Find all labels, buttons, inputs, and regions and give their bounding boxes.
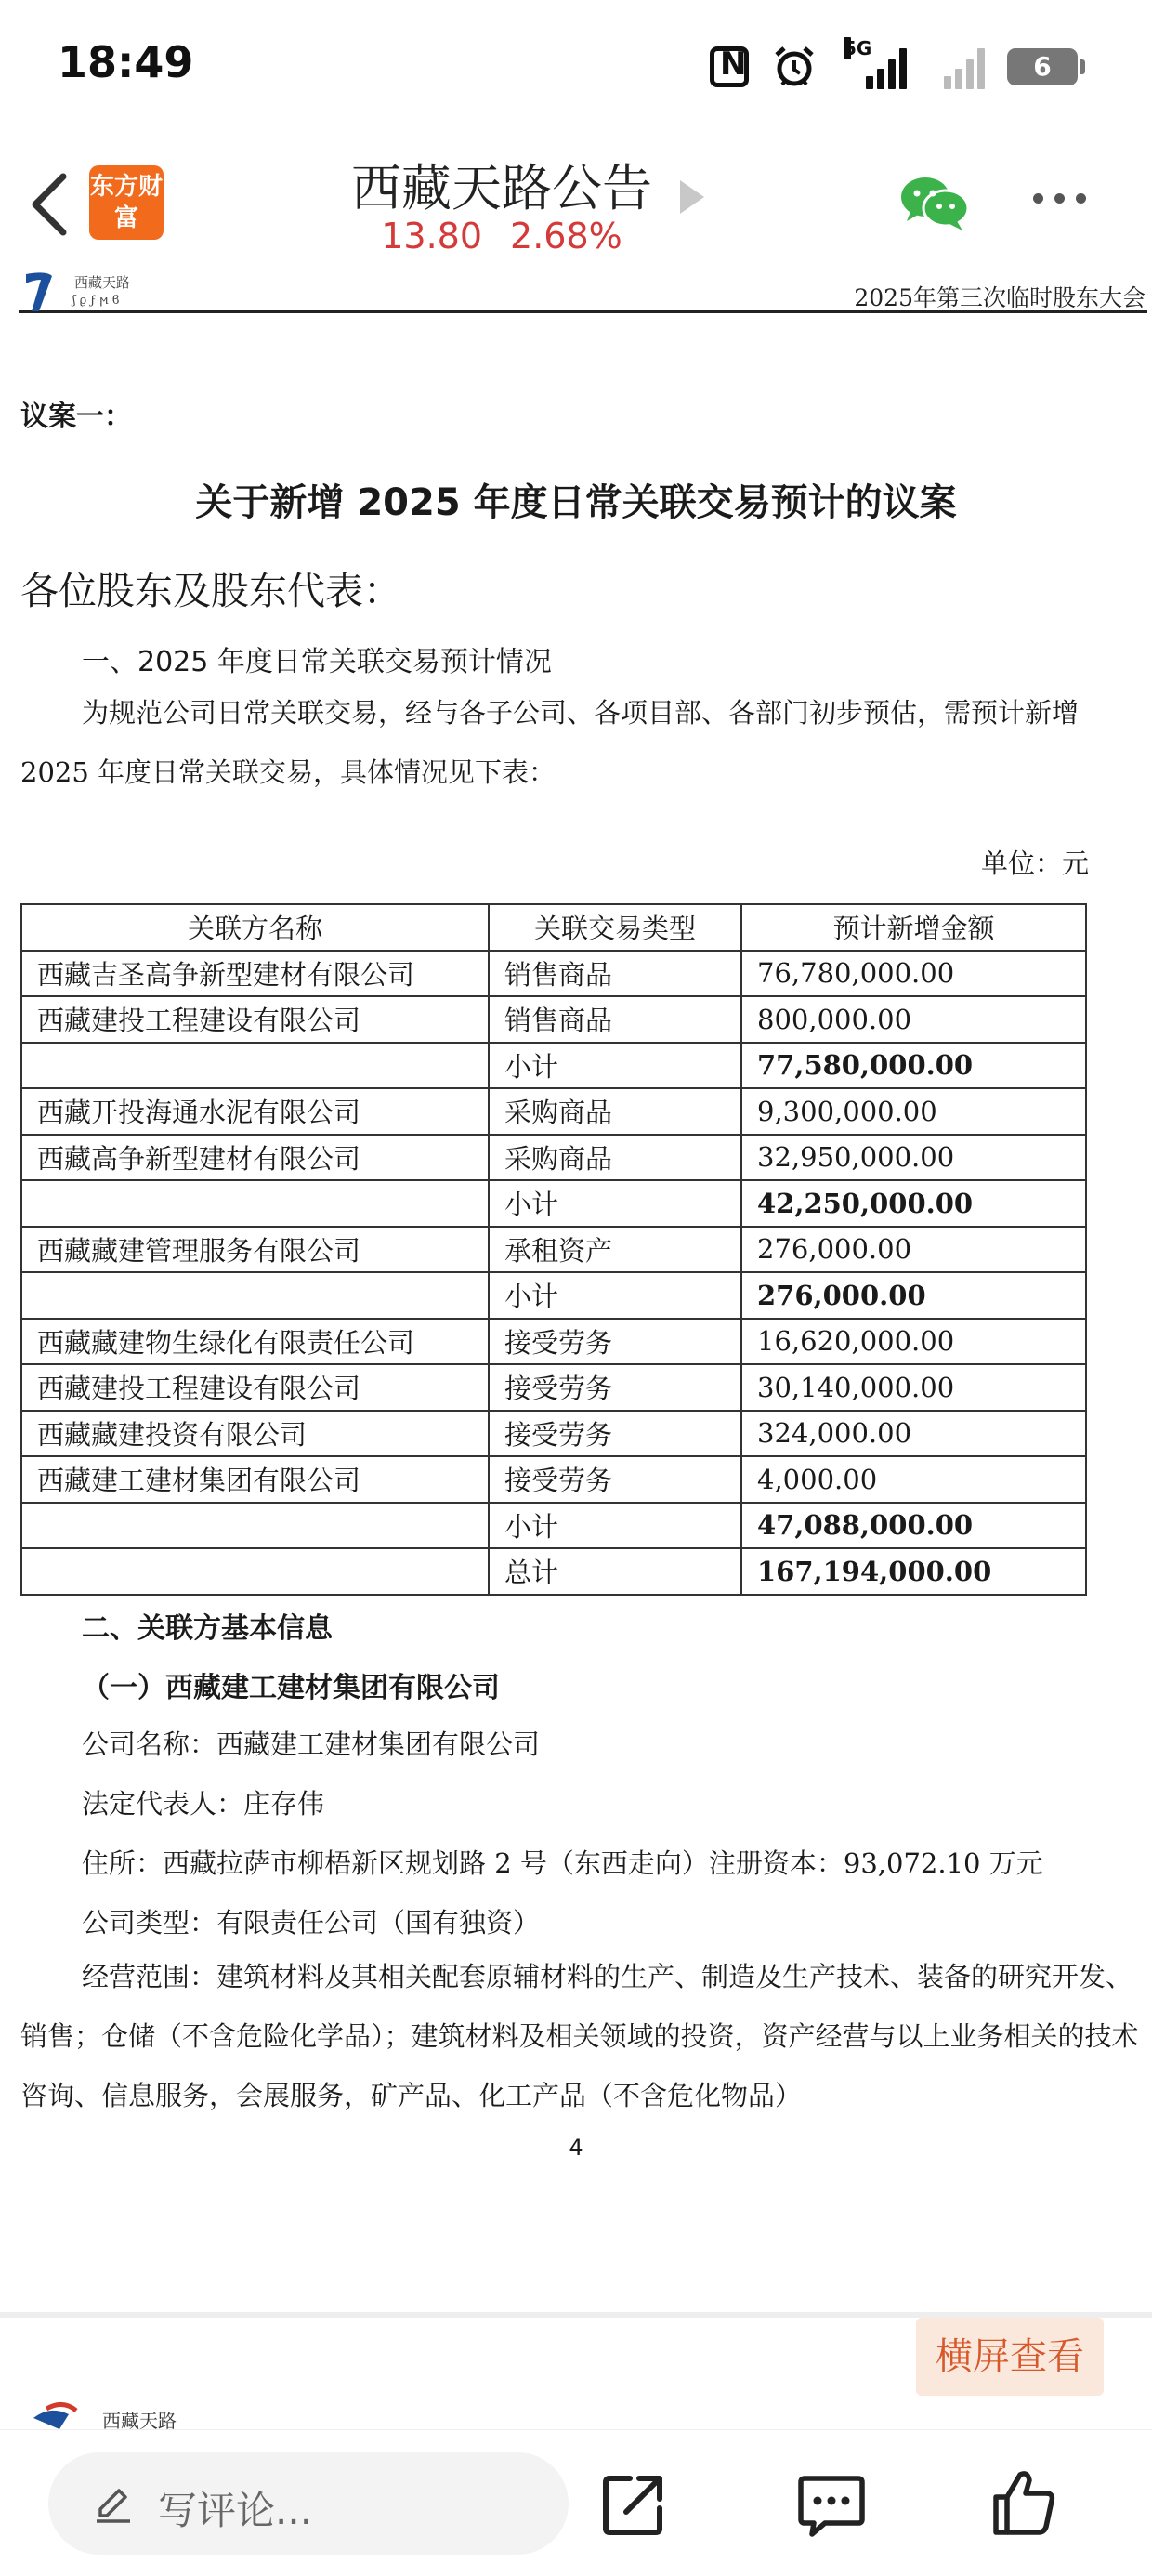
table-header-row — [21, 904, 1086, 951]
status-bar — [0, 0, 1152, 139]
table-row — [21, 1503, 1086, 1549]
motion-label: 议案一： — [20, 401, 132, 433]
eastmoney-logo: 东方财富 — [89, 165, 164, 240]
document-title: 关于新增 2025 年度日常关联交易预计的议案 — [195, 481, 957, 524]
amount-cell: 276,000.00 — [741, 1227, 1086, 1273]
status-time: 18:49 — [58, 37, 194, 87]
company-type: 公司类型：有限责任公司（国有独资） — [82, 1907, 541, 1939]
svg-text:西藏天路: 西藏天路 — [102, 2410, 177, 2429]
app-header — [0, 139, 1152, 274]
network-type: 5G — [844, 37, 872, 59]
pen-icon — [93, 2484, 134, 2525]
column-header: 关联方名称 — [21, 904, 489, 951]
related-party-cell — [21, 1503, 489, 1549]
tibet-tianlu-logo-icon — [19, 270, 204, 311]
comment-input[interactable] — [48, 2452, 569, 2555]
svg-text:西藏天路: 西藏天路 — [74, 274, 131, 291]
like-icon[interactable] — [990, 2467, 1057, 2538]
amount-cell: 324,000.00 — [741, 1411, 1086, 1457]
table-row — [21, 1135, 1086, 1181]
page-number: 4 — [569, 2135, 583, 2161]
related-party-cell: 西藏高争新型建材有限公司 — [21, 1135, 489, 1181]
landscape-view-button[interactable]: 横屏查看 — [916, 2318, 1104, 2396]
transaction-type-cell: 采购商品 — [489, 1135, 741, 1181]
table-row — [21, 1227, 1086, 1273]
table-row — [21, 1088, 1086, 1135]
table-row — [21, 1272, 1086, 1319]
amount-cell: 800,000.00 — [741, 996, 1086, 1043]
column-header: 关联交易类型 — [489, 904, 741, 951]
section-heading-2: 二、关联方基本信息 — [82, 1612, 333, 1645]
transaction-type-cell: 承租资产 — [489, 1227, 741, 1273]
amount-cell: 30,140,000.00 — [741, 1364, 1086, 1411]
amount-cell: 42,250,000.00 — [741, 1180, 1086, 1227]
table-row — [21, 1411, 1086, 1457]
transaction-type-cell: 采购商品 — [489, 1088, 741, 1135]
unit-label: 单位：元 — [980, 848, 1089, 879]
transaction-type-cell: 接受劳务 — [489, 1456, 741, 1503]
transaction-type-cell: 小计 — [489, 1180, 741, 1227]
table-row — [21, 1043, 1086, 1089]
stock-quote — [0, 216, 1003, 256]
signal-icon — [929, 45, 985, 89]
wechat-icon[interactable] — [897, 173, 972, 232]
amount-cell: 276,000.00 — [741, 1272, 1086, 1319]
comment-placeholder: 写评论... — [158, 2488, 313, 2533]
business-scope: 经营范围：建筑材料及其相关配套原辅材料的生产、制造及生产技术、装备的研究开发、销售；仓储（不含危险化学品）；建筑材料及相关领域的投资，资产经营与以上业务相关的技术咨询、信息服务，会展服务，矿产品、化工产品（不含危化物品） — [20, 1961, 1139, 2111]
stock-price: 13.80 — [381, 216, 483, 256]
amount-cell: 47,088,000.00 — [741, 1503, 1086, 1549]
intro-paragraph: 为规范公司日常关联交易，经与各子公司、各项目部、各部门初步预估，需预计新增 2025 年度日常关联交易，具体情况见下表： — [20, 697, 1080, 788]
status-icons — [687, 39, 1078, 95]
table-row — [21, 996, 1086, 1043]
amount-cell: 32,950,000.00 — [741, 1135, 1086, 1181]
amount-cell: 4,000.00 — [741, 1456, 1086, 1503]
company-name: 公司名称：西藏建工建材集团有限公司 — [82, 1728, 541, 1760]
amount-cell: 167,194,000.00 — [741, 1548, 1086, 1595]
related-party-cell: 西藏吉圣高争新型建材有限公司 — [21, 951, 489, 997]
next-page-logo-icon — [32, 2401, 217, 2429]
related-party-cell: 西藏藏建物生绿化有限责任公司 — [21, 1319, 489, 1365]
play-icon[interactable] — [680, 180, 704, 214]
related-party-cell — [21, 1180, 489, 1227]
transaction-type-cell: 销售商品 — [489, 996, 741, 1043]
greeting: 各位股东及股东代表： — [20, 569, 401, 613]
company-address: 住所：西藏拉萨市柳梧新区规划路 2 号（东西走向）注册资本：93,072.10 万元 — [82, 1847, 1043, 1879]
document-header — [19, 274, 1147, 313]
meeting-name: 2025年第三次临时股东大会 — [854, 284, 1145, 311]
more-menu-icon[interactable] — [1033, 193, 1097, 204]
svg-text:ʃ ϱ ϝ ϻ ϐ: ʃ ϱ ϝ ϻ ϐ — [72, 294, 120, 308]
signal-5g-icon — [840, 37, 907, 89]
legal-representative: 法定代表人：庄存伟 — [82, 1788, 325, 1820]
transaction-type-cell: 接受劳务 — [489, 1364, 741, 1411]
transaction-type-cell: 总计 — [489, 1548, 741, 1595]
bottom-action-bar — [0, 2429, 1152, 2576]
section-heading-1: 一、2025 年度日常关联交易预计情况 — [82, 646, 552, 678]
amount-cell: 76,780,000.00 — [741, 951, 1086, 997]
related-party-cell: 西藏建工建材集团有限公司 — [21, 1456, 489, 1503]
related-party-cell: 西藏藏建投资有限公司 — [21, 1411, 489, 1457]
table-row — [21, 1548, 1086, 1595]
related-party-cell — [21, 1272, 489, 1319]
related-party-cell: 西藏建投工程建设有限公司 — [21, 996, 489, 1043]
transaction-type-cell: 接受劳务 — [489, 1411, 741, 1457]
related-party-cell: 西藏藏建管理服务有限公司 — [21, 1227, 489, 1273]
table-row — [21, 1456, 1086, 1503]
transaction-type-cell: 接受劳务 — [489, 1319, 741, 1365]
comment-icon[interactable] — [797, 2473, 866, 2538]
amount-cell: 16,620,000.00 — [741, 1319, 1086, 1365]
announcement-document — [0, 274, 1152, 2319]
battery-icon — [1007, 48, 1078, 85]
page-title: 西藏天路公告 — [351, 159, 652, 217]
nfc-icon — [710, 46, 749, 87]
table-row — [21, 1180, 1086, 1227]
related-party-cell — [21, 1548, 489, 1595]
amount-cell: 9,300,000.00 — [741, 1088, 1086, 1135]
transaction-type-cell: 小计 — [489, 1503, 741, 1549]
transaction-type-cell: 小计 — [489, 1272, 741, 1319]
stock-change: 2.68% — [510, 216, 622, 256]
column-header: 预计新增金额 — [741, 904, 1086, 951]
alarm-icon — [771, 44, 818, 90]
transaction-type-cell: 销售商品 — [489, 951, 741, 997]
related-party-cell — [21, 1043, 489, 1089]
table-row — [21, 951, 1086, 997]
transaction-type-cell: 小计 — [489, 1043, 741, 1089]
related-party-cell: 西藏开投海通水泥有限公司 — [21, 1088, 489, 1135]
share-icon[interactable] — [600, 2471, 667, 2538]
subsection-heading: （一）西藏建工建材集团有限公司 — [82, 1672, 500, 1704]
amount-cell: 77,580,000.00 — [741, 1043, 1086, 1089]
related-party-cell: 西藏建投工程建设有限公司 — [21, 1364, 489, 1411]
related-transactions-table — [20, 903, 1087, 1596]
table-row — [21, 1319, 1086, 1365]
table-row — [21, 1364, 1086, 1411]
battery-level: 6 — [1033, 51, 1052, 82]
